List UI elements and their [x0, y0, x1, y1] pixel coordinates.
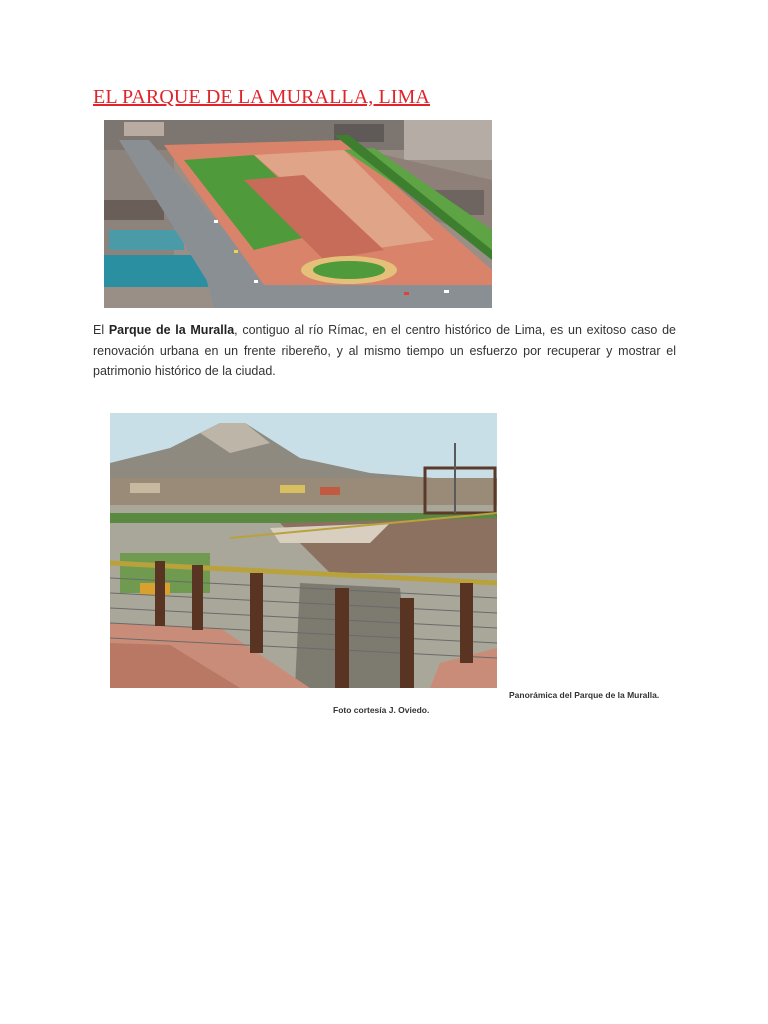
aerial-park-photo	[104, 120, 492, 308]
photo-caption: Panorámica del Parque de la Muralla.	[509, 690, 660, 700]
park-railing-photo	[110, 413, 497, 688]
article-title[interactable]: EL PARQUE DE LA MURALLA, LIMA	[93, 86, 430, 108]
paragraph-park-name: Parque de la Muralla	[108, 323, 235, 337]
photo-credit: Foto cortesía J. Oviedo.	[333, 705, 430, 715]
article-paragraph	[93, 320, 676, 382]
aerial-photo-drawing	[104, 120, 492, 308]
paragraph-body: , contiguo al río Rímac, en el centro histórico de Lima, es un exitoso caso de renovación urbana en un frente ribereño, y al mismo tiempo un esfuerzo por recuperar y mostrar el patrimonio histórico de la ciudad.	[93, 323, 676, 378]
park-photo-drawing	[110, 413, 497, 688]
paragraph-lead: El	[93, 323, 109, 337]
